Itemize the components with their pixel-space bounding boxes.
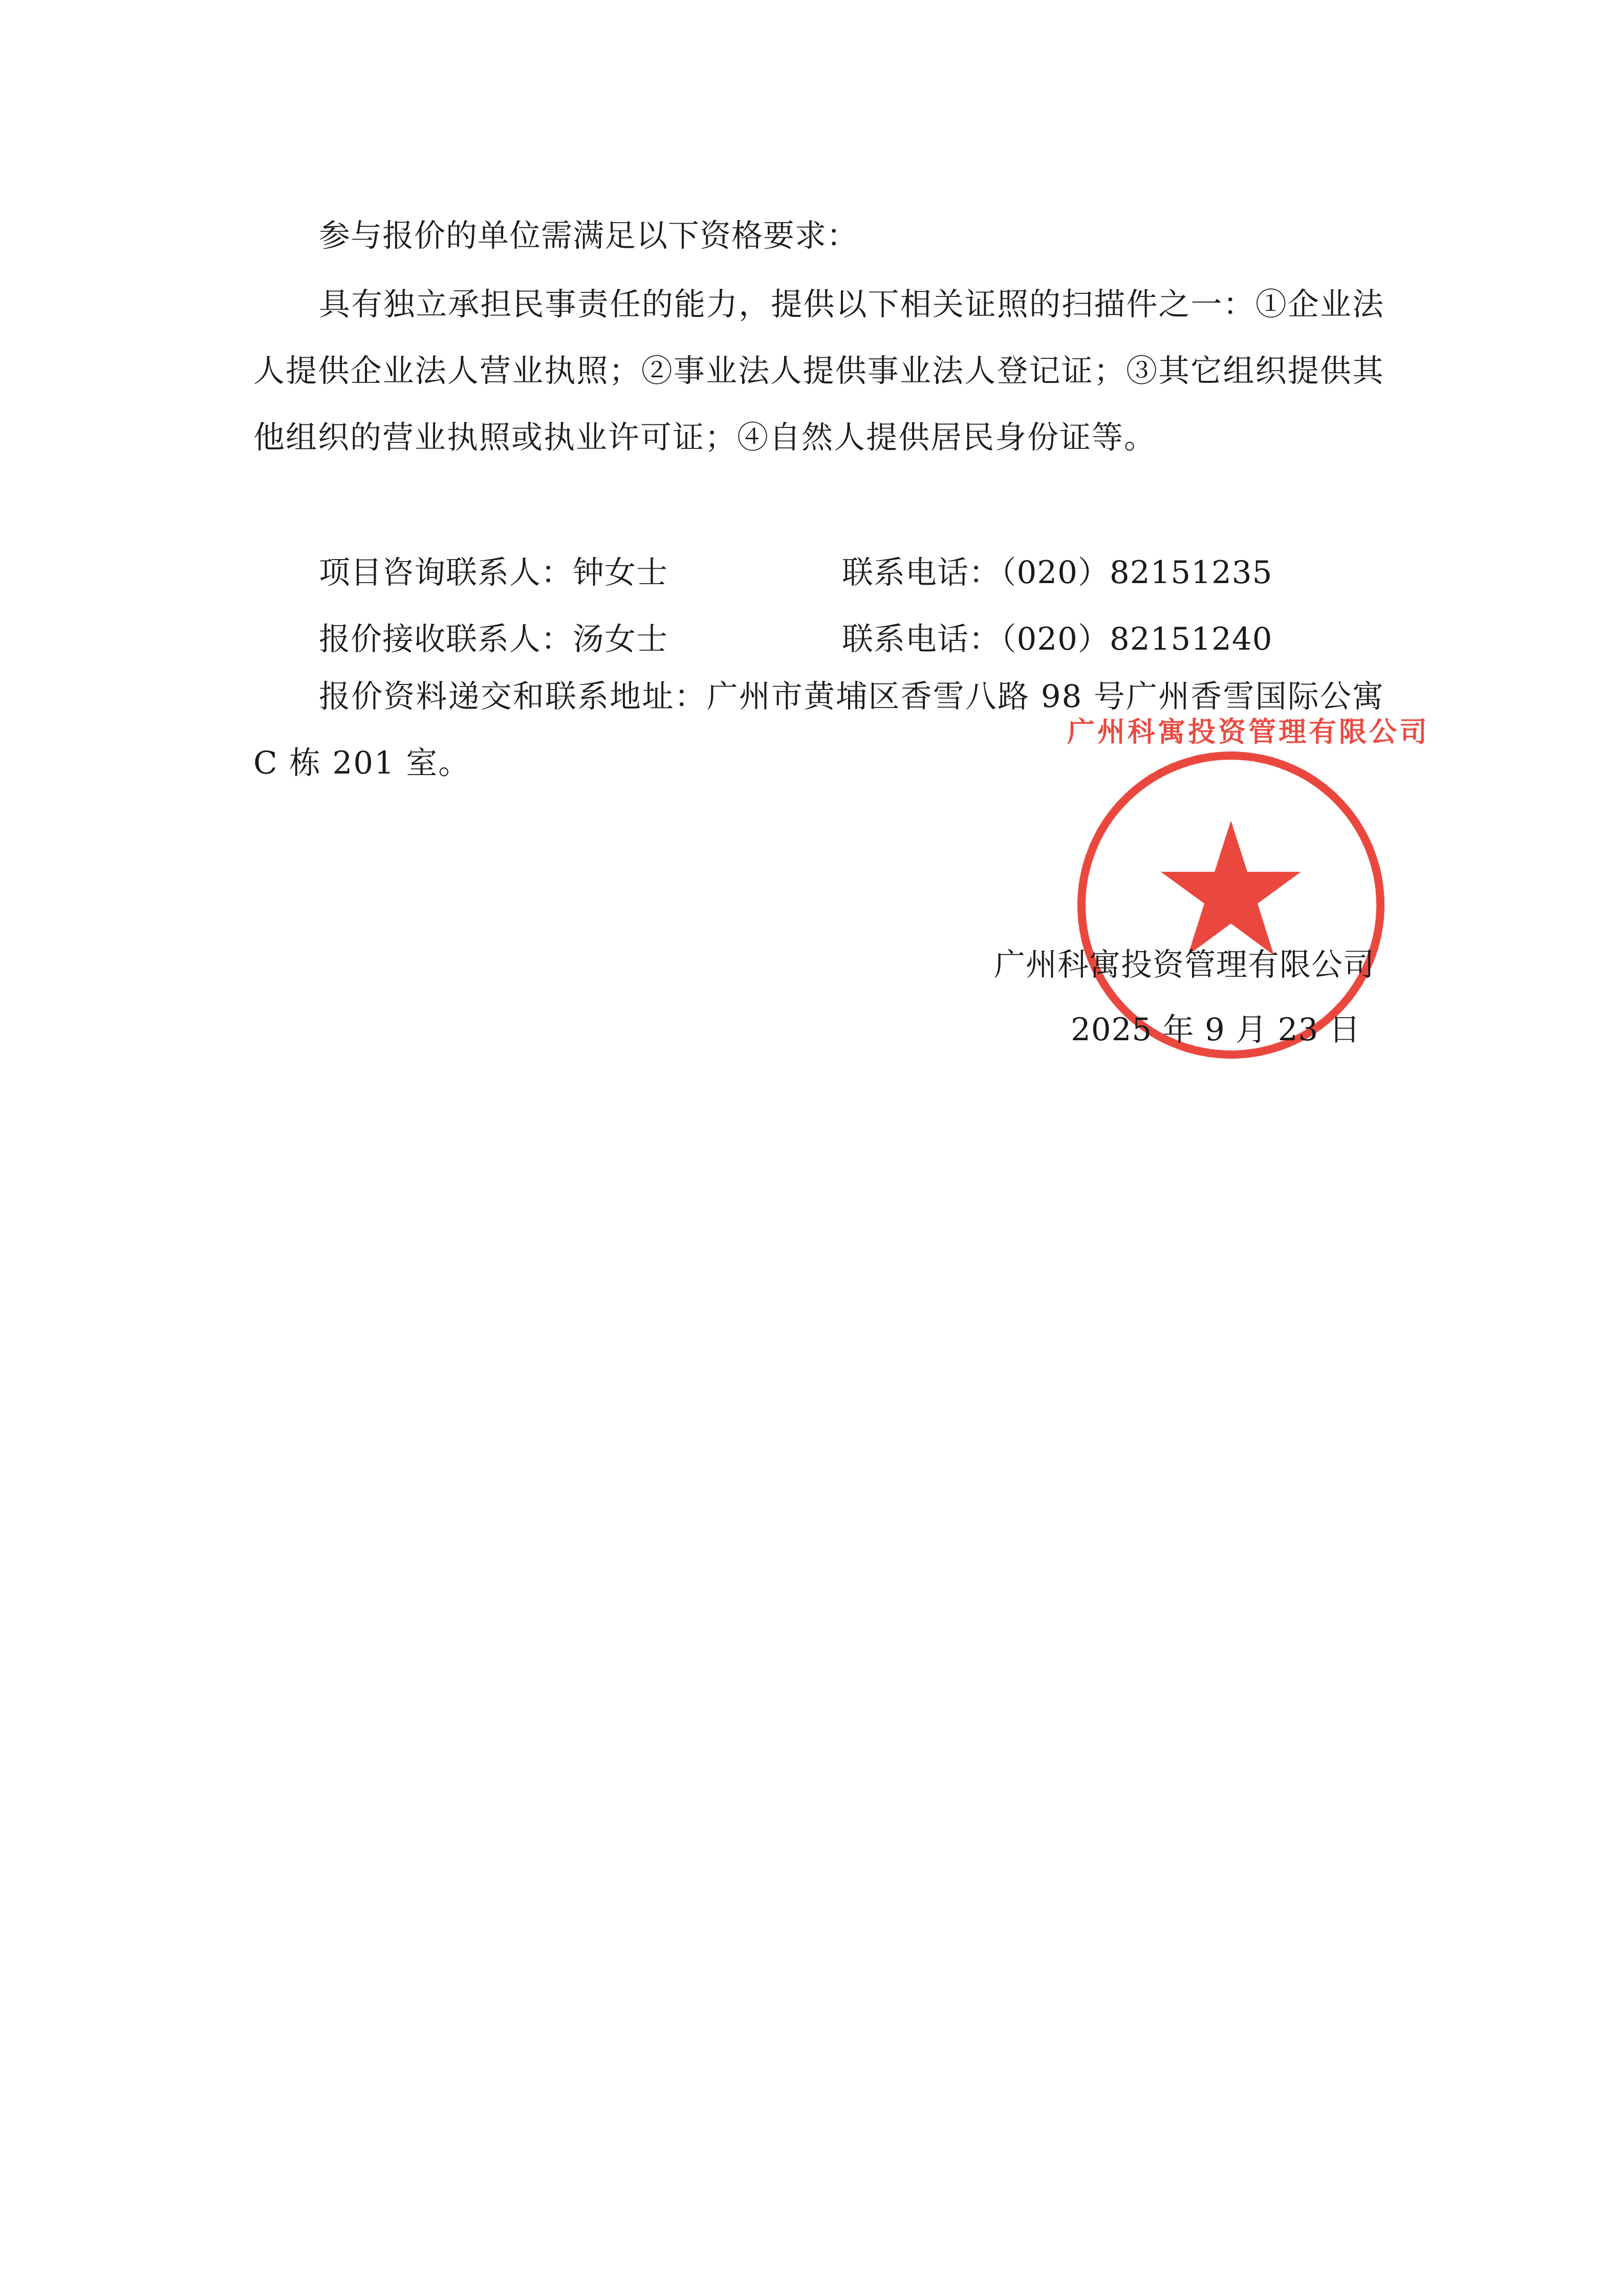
quote-receiver-person: 报价接收联系人：汤女士 bbox=[319, 621, 668, 657]
project-contact-phone: 联系电话：（020）82151235 bbox=[842, 554, 1273, 591]
submission-address: 报价资料递交和联系地址：广州市黄埔区香雪八路 98 号广州香雪国际公寓 C 栋 201 室。 bbox=[253, 678, 1384, 781]
signature-company: 广州科寓投资管理有限公司 bbox=[994, 947, 1375, 983]
project-contact-person: 项目咨询联系人：钟女士 bbox=[319, 554, 668, 591]
qualification-heading: 参与报价的单位需满足以下资格要求： bbox=[319, 218, 859, 254]
qualification-body: 具有独立承担民事责任的能力，提供以下相关证照的扫描件之一：①企业法人提供企业法人营业执照；②事业法人提供事业法人登记证；③其它组织提供其他组织的营业执照或执业许可证；④自然人提供居民身份证等。 bbox=[253, 286, 1384, 456]
signature-date: 2025 年 9 月 23 日 bbox=[1071, 1012, 1361, 1048]
seal-arc-text: 广州科寓投资管理有限公司 bbox=[1067, 715, 1430, 748]
seal-star bbox=[1161, 821, 1301, 955]
quote-receiver-phone: 联系电话：（020）82151240 bbox=[842, 621, 1273, 657]
